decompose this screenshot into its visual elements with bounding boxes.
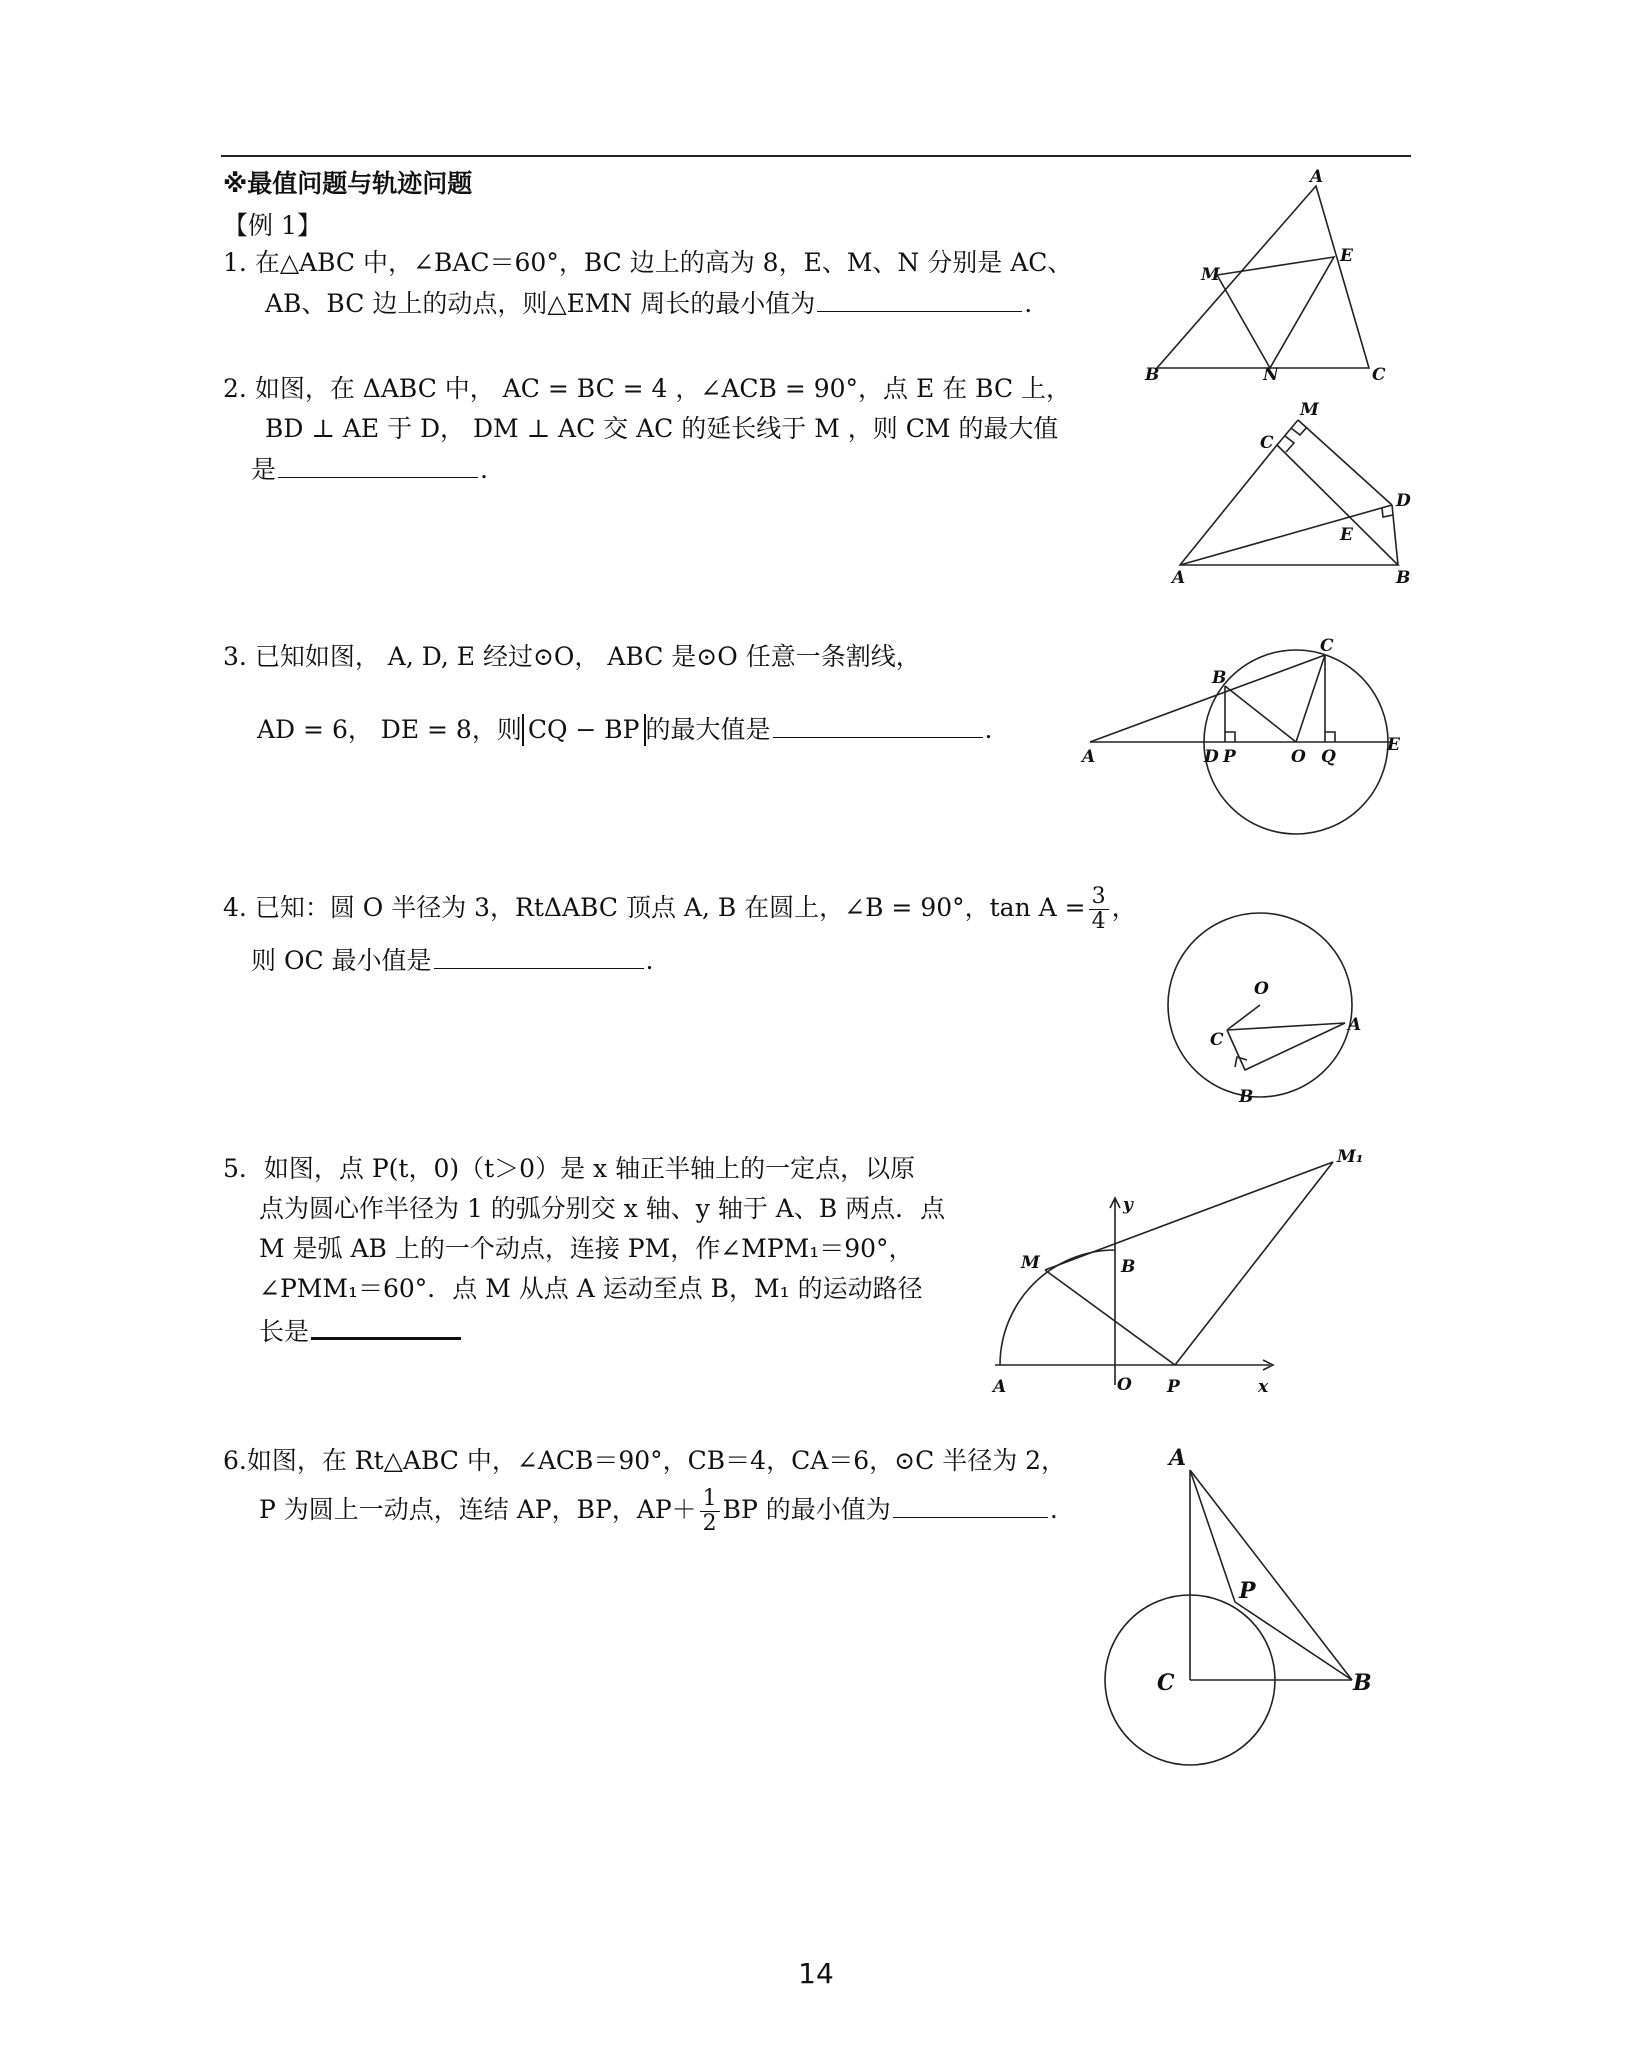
header-rule <box>221 155 1411 157</box>
figure-1-triangle <box>1135 167 1386 385</box>
fig1-label-c: C <box>1372 365 1386 385</box>
page-number: 14 <box>798 1957 834 1990</box>
fig5-label-a: A <box>993 1377 1007 1397</box>
fig3-right-angle-q <box>1325 732 1335 742</box>
fig2-label-m: M <box>1300 400 1319 420</box>
fig4-label-a: A <box>1348 1015 1362 1035</box>
q5-line-4: ∠PMM₁＝60°．点 M 从点 A 运动至点 B，M₁ 的运动路径 <box>259 1274 923 1303</box>
fig1-label-n: N <box>1263 365 1279 385</box>
q4-line-2: 则 OC 最小值是 . <box>223 940 1137 981</box>
fig5-label-x: x <box>1258 1377 1269 1397</box>
question-1 <box>223 243 1072 324</box>
q5-line-1: 5．如图，点 P(t，0)（t＞0）是 x 轴正半轴上的一定点，以原 <box>223 1154 916 1183</box>
figure-6-triangle-circle <box>1095 1440 1385 1770</box>
fig2-line-ae <box>1180 505 1392 565</box>
fig4-triangle-abc <box>1227 1023 1345 1070</box>
q5-line-2: 点为圆心作半径为 1 的弧分别交 x 轴、y 轴于 A、B 两点．点 <box>259 1194 946 1223</box>
figure-2-triangle <box>1170 400 1430 600</box>
question-3 <box>223 637 992 750</box>
fig6-line-ab <box>1190 1470 1352 1680</box>
fig2-right-angle-c <box>1285 436 1294 452</box>
fig1-label-e: E <box>1340 246 1353 266</box>
example-label: 【例 1】 <box>223 211 322 240</box>
abs-expression: CQ − BP <box>522 714 646 746</box>
fig3-label-q: Q <box>1321 747 1336 767</box>
fig5-label-m: M <box>1021 1253 1040 1273</box>
answer-blank-6[interactable] <box>893 1489 1048 1518</box>
fig3-label-b: B <box>1212 668 1227 688</box>
fig2-label-c: C <box>1260 433 1274 453</box>
figure-5-coordinate <box>985 1140 1405 1410</box>
fig5-label-y: y <box>1123 1195 1133 1215</box>
fraction-1-2: $\frac{1}{2}$ <box>700 1487 720 1536</box>
fig5-line-pm <box>1045 1270 1175 1365</box>
fig5-label-p: P <box>1167 1377 1180 1397</box>
fig2-ac-extension <box>1277 420 1298 445</box>
answer-blank-5[interactable] <box>311 1309 461 1340</box>
fig1-triangle-emn <box>1217 257 1334 368</box>
q3-line-1: 3. 已知如图， A, D, E 经过⊙O， ABC 是⊙O 任意一条割线， <box>223 642 921 671</box>
q4-line-1: 4. 已知：圆 O 半径为 3，RtΔABC 顶点 A, B 在圆上，∠B = 90°，tan A = $\frac{3}{4}$ ， <box>223 884 1137 934</box>
fig5-arc-ab <box>1000 1250 1115 1365</box>
fig1-label-m: M <box>1201 265 1220 285</box>
fig6-label-c: C <box>1157 1670 1175 1696</box>
fig2-line-bd <box>1392 505 1398 565</box>
fig4-line-oc <box>1227 1005 1260 1030</box>
q1-line-1: 1. 在△ABC 中，∠BAC＝60°，BC 边上的高为 8，E、M、N 分别是 AC、 <box>223 248 1073 277</box>
answer-blank-3[interactable] <box>773 709 983 738</box>
fig2-triangle-abc <box>1180 445 1398 565</box>
fig4-label-b: B <box>1239 1087 1254 1107</box>
q5-line-5: 长是 <box>223 1309 945 1352</box>
section-title: ※最值问题与轨迹问题 <box>223 169 473 198</box>
question-6 <box>223 1441 1066 1536</box>
question-4 <box>223 885 1137 981</box>
question-2 <box>223 369 1071 490</box>
fig4-label-o: O <box>1254 979 1269 999</box>
fig5-label-m1: M₁ <box>1337 1147 1364 1167</box>
fig3-secant-abc <box>1090 655 1325 742</box>
fig2-label-a: A <box>1172 568 1186 588</box>
fig2-right-angle-m <box>1291 427 1307 435</box>
figure-3-circle <box>1080 636 1420 840</box>
q3-line-2: AD = 6， DE = 8，则 CQ − BP 的最大值是 . <box>223 709 992 750</box>
fig5-line-mm1 <box>1045 1162 1333 1270</box>
fig3-label-o: O <box>1291 747 1306 767</box>
question-5 <box>223 1149 945 1352</box>
answer-blank-4[interactable] <box>434 940 644 969</box>
fig5-label-b: B <box>1121 1257 1136 1277</box>
answer-blank-1[interactable] <box>817 283 1022 312</box>
fig3-label-e: E <box>1387 735 1400 755</box>
q5-line-3: M 是弧 AB 上的一个动点，连接 PM，作∠MPM₁＝90°， <box>259 1234 914 1263</box>
fig6-label-p: P <box>1239 1578 1256 1604</box>
fig6-line-bp <box>1235 1602 1352 1680</box>
fig2-right-angle-d <box>1382 508 1393 517</box>
q6-line-2: P 为圆上一动点，连结 AP，BP，AP＋ $\frac{1}{2}$ BP 的最小值为 . <box>259 1486 1058 1536</box>
fraction-3-4: $\frac{3}{4}$ <box>1089 885 1109 934</box>
q1-line-2: AB、BC 边上的动点，则△EMN 周长的最小值为 . <box>223 283 1072 324</box>
fig3-label-c: C <box>1320 636 1334 656</box>
fig1-label-b: B <box>1145 365 1160 385</box>
fig1-label-a: A <box>1310 167 1324 187</box>
fig2-label-d: D <box>1396 491 1411 511</box>
fig4-label-c: C <box>1210 1030 1224 1050</box>
fig6-line-ap <box>1190 1470 1235 1602</box>
fig3-label-d: D <box>1204 747 1219 767</box>
fig3-right-angle-p <box>1225 732 1235 742</box>
fig5-label-o: O <box>1117 1375 1132 1395</box>
fig3-line-co <box>1296 655 1325 742</box>
q2-line-1: 2. 如图，在 ΔABC 中， AC = BC = 4 ，∠ACB = 90°，点 E 在 BC 上， <box>223 374 1072 403</box>
q6-line-1: 6.如图，在 Rt△ABC 中，∠ACB＝90°，CB＝4，CA＝6，⊙C 半径为 2， <box>223 1446 1067 1475</box>
fig2-line-dm <box>1298 420 1392 505</box>
fig2-label-e: E <box>1340 525 1353 545</box>
fig3-label-a: A <box>1082 747 1096 767</box>
q2-line-2: BD ⊥ AE 于 D， DM ⊥ AC 交 AC 的延长线于 M ，则 CM 的最大值 <box>265 414 1059 443</box>
fig2-label-b: B <box>1396 568 1411 588</box>
figure-4-circle <box>1160 905 1380 1115</box>
fig6-label-b: B <box>1353 1670 1372 1696</box>
fig1-triangle-abc <box>1157 186 1369 368</box>
q2-line-3: 是 . <box>223 449 1071 490</box>
fig6-label-a: A <box>1169 1445 1187 1471</box>
fig3-label-p: P <box>1223 747 1236 767</box>
answer-blank-2[interactable] <box>278 449 478 478</box>
